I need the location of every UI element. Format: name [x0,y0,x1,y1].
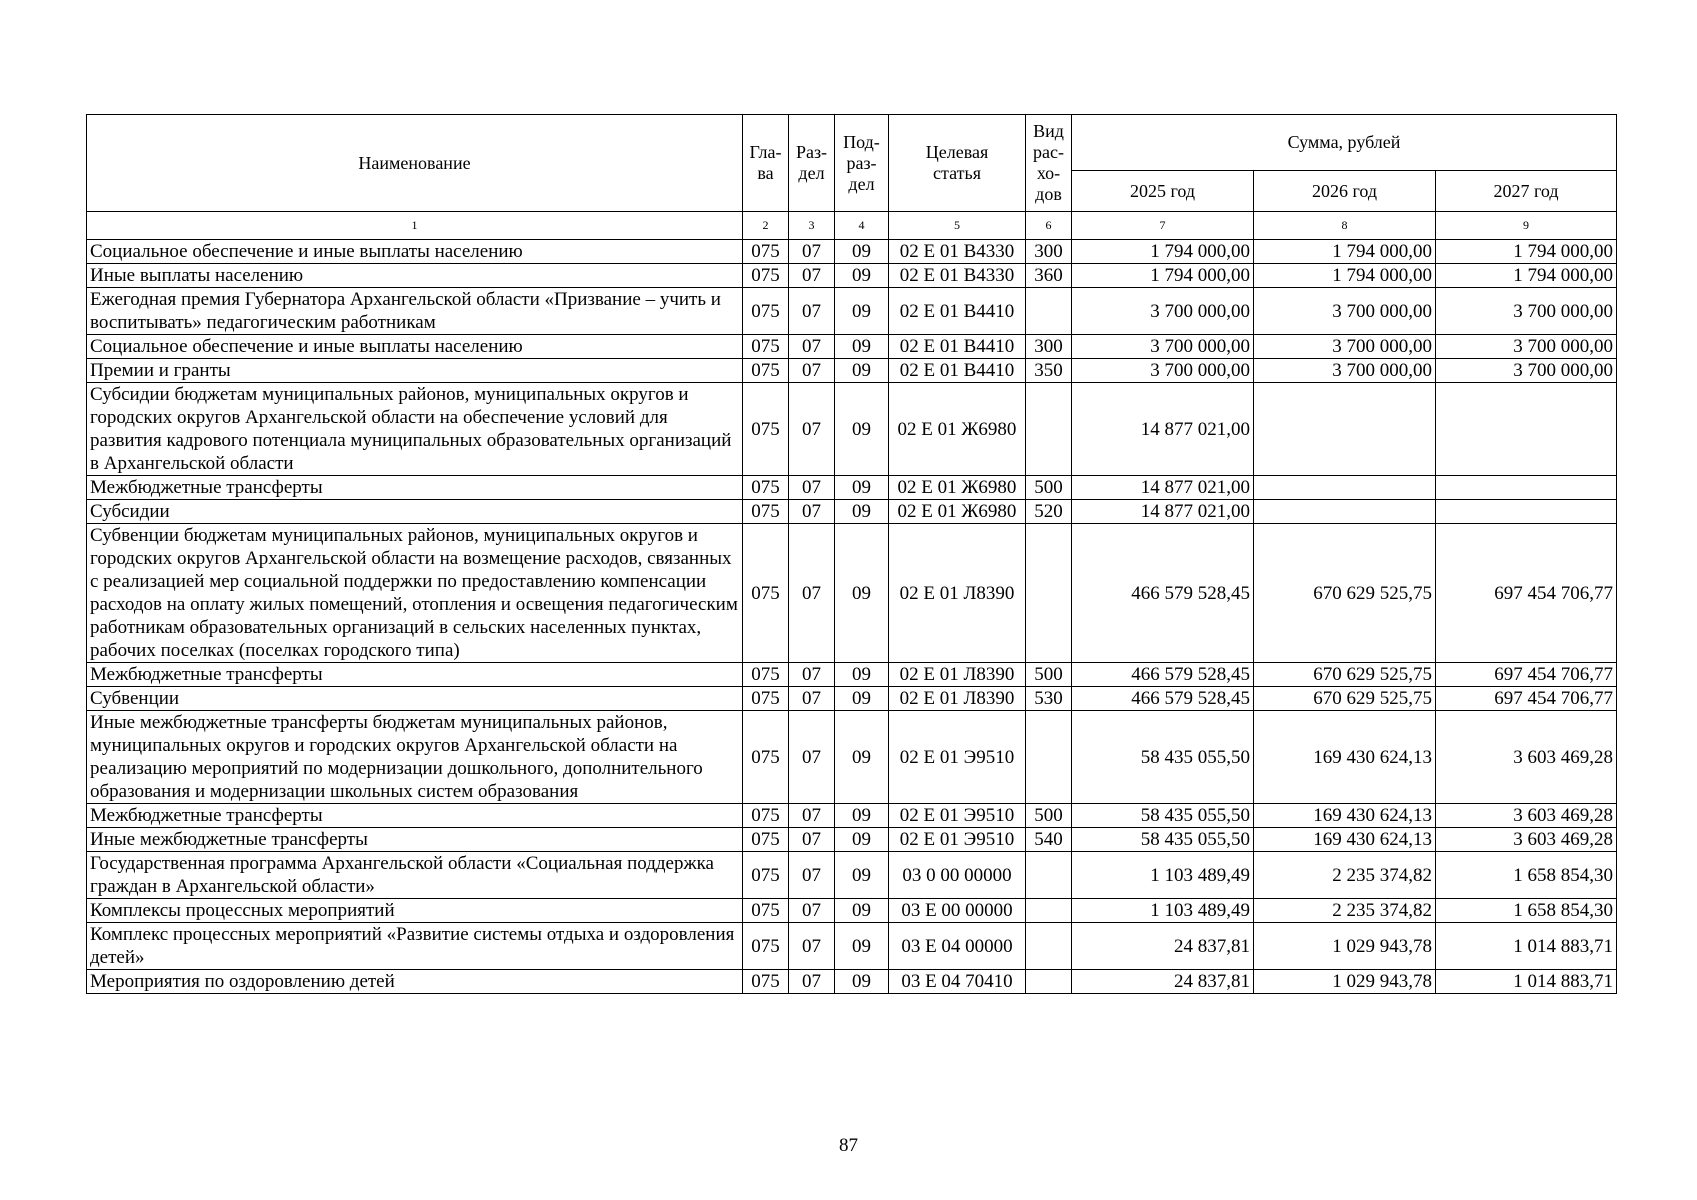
cell-sum-2025: 14 877 021,00 [1072,383,1254,476]
cell-target: 03 Е 04 00000 [889,923,1026,970]
cell-expense-type [1026,852,1072,899]
cell-target: 02 Е 01 Ж6980 [889,476,1026,500]
cell-name: Субвенции бюджетам муниципальных районов, муниципальных округов и городских округов Архангельской области на возмещение расходов, связанных с реализацией мер социальной поддержки по предоставлению компенсации расходов на оплату жилых помещений, отопления и освещения педагогическим работникам образовательных организаций в сельских населенных пунктах, рабочих поселках (поселках городского типа) [87,524,743,663]
cell-chapter: 075 [743,383,789,476]
table-row [87,804,1617,828]
cell-sum-2025: 466 579 528,45 [1072,663,1254,687]
cell-sum-2025: 58 435 055,50 [1072,828,1254,852]
cell-section: 07 [789,288,835,335]
cell-subsection: 09 [835,828,889,852]
cell-name: Комплексы процессных мероприятий [87,899,743,923]
cell-chapter: 075 [743,476,789,500]
table-row [87,500,1617,524]
cell-sum-2027 [1436,383,1617,476]
cell-expense-type: 530 [1026,687,1072,711]
cell-subsection: 09 [835,970,889,994]
cell-sum-2026: 3 700 000,00 [1254,359,1436,383]
cell-name: Государственная программа Архангельской области «Социальная поддержка граждан в Архангельской области» [87,852,743,899]
cell-expense-type: 360 [1026,264,1072,288]
cell-chapter: 075 [743,359,789,383]
cell-expense-type: 500 [1026,476,1072,500]
cell-expense-type: 300 [1026,240,1072,264]
cell-name: Социальное обеспечение и иные выплаты населению [87,240,743,264]
cell-expense-type: 520 [1026,500,1072,524]
cell-subsection: 09 [835,711,889,804]
table-row [87,687,1617,711]
cell-chapter: 075 [743,899,789,923]
col-number: 9 [1436,212,1617,240]
cell-sum-2026 [1254,383,1436,476]
cell-sum-2027: 3 603 469,28 [1436,804,1617,828]
table-row [87,359,1617,383]
table-row [87,711,1617,804]
cell-section: 07 [789,711,835,804]
cell-subsection: 09 [835,804,889,828]
header-chapter: Гла- ва [743,115,789,212]
header-year-2027: 2027 год [1436,171,1617,212]
cell-name: Ежегодная премия Губернатора Архангельской области «Призвание – учить и воспитывать» педагогическим работникам [87,288,743,335]
cell-sum-2025: 14 877 021,00 [1072,476,1254,500]
cell-sum-2026: 1 794 000,00 [1254,264,1436,288]
header-sum: Сумма, рублей [1072,115,1617,171]
col-number: 1 [87,212,743,240]
cell-subsection: 09 [835,288,889,335]
cell-target: 03 Е 00 00000 [889,899,1026,923]
cell-sum-2026: 1 794 000,00 [1254,240,1436,264]
cell-sum-2026: 169 430 624,13 [1254,711,1436,804]
cell-chapter: 075 [743,923,789,970]
cell-sum-2027 [1436,500,1617,524]
cell-target: 02 Е 01 В4330 [889,240,1026,264]
cell-chapter: 075 [743,524,789,663]
table-row [87,288,1617,335]
cell-expense-type: 540 [1026,828,1072,852]
cell-expense-type: 300 [1026,335,1072,359]
col-number: 4 [835,212,889,240]
cell-subsection: 09 [835,335,889,359]
cell-sum-2027: 1 014 883,71 [1436,923,1617,970]
table-row [87,899,1617,923]
header-name: Наименование [87,115,743,212]
cell-target: 02 Е 01 Л8390 [889,524,1026,663]
cell-subsection: 09 [835,923,889,970]
table-row [87,264,1617,288]
cell-section: 07 [789,804,835,828]
cell-sum-2026 [1254,476,1436,500]
cell-sum-2026: 670 629 525,75 [1254,687,1436,711]
col-number: 2 [743,212,789,240]
cell-target: 02 Е 01 Л8390 [889,687,1026,711]
cell-sum-2026: 1 029 943,78 [1254,970,1436,994]
cell-target: 02 Е 01 Э9510 [889,804,1026,828]
cell-expense-type [1026,524,1072,663]
cell-chapter: 075 [743,500,789,524]
cell-subsection: 09 [835,852,889,899]
table-row [87,663,1617,687]
cell-chapter: 075 [743,264,789,288]
cell-name: Межбюджетные трансферты [87,663,743,687]
cell-section: 07 [789,663,835,687]
cell-name: Субвенции [87,687,743,711]
cell-name: Субсидии бюджетам муниципальных районов, муниципальных округов и городских округов Архангельской области на обеспечение условий для развития кадрового потенциала муниципальных образовательных организаций в Архангельской области [87,383,743,476]
col-number: 7 [1072,212,1254,240]
cell-expense-type [1026,970,1072,994]
cell-sum-2026: 3 700 000,00 [1254,288,1436,335]
cell-sum-2025: 14 877 021,00 [1072,500,1254,524]
cell-expense-type: 350 [1026,359,1072,383]
cell-section: 07 [789,500,835,524]
table-row [87,524,1617,663]
cell-target: 02 Е 01 Э9510 [889,828,1026,852]
cell-expense-type [1026,899,1072,923]
cell-section: 07 [789,970,835,994]
cell-sum-2027: 1 794 000,00 [1436,240,1617,264]
cell-target: 02 Е 01 В4410 [889,359,1026,383]
cell-name: Иные выплаты населению [87,264,743,288]
cell-sum-2025: 1 794 000,00 [1072,240,1254,264]
cell-sum-2025: 3 700 000,00 [1072,335,1254,359]
cell-target: 02 Е 01 В4330 [889,264,1026,288]
budget-table [86,114,1617,994]
cell-section: 07 [789,335,835,359]
cell-target: 03 Е 04 70410 [889,970,1026,994]
cell-chapter: 075 [743,804,789,828]
cell-chapter: 075 [743,970,789,994]
cell-section: 07 [789,899,835,923]
cell-expense-type [1026,288,1072,335]
cell-subsection: 09 [835,500,889,524]
header-target: Целевая статья [889,115,1026,212]
cell-sum-2027 [1436,476,1617,500]
cell-chapter: 075 [743,663,789,687]
cell-section: 07 [789,828,835,852]
cell-subsection: 09 [835,687,889,711]
cell-subsection: 09 [835,240,889,264]
cell-expense-type: 500 [1026,804,1072,828]
cell-target: 02 Е 01 Л8390 [889,663,1026,687]
cell-chapter: 075 [743,288,789,335]
cell-section: 07 [789,476,835,500]
cell-section: 07 [789,852,835,899]
cell-sum-2027: 697 454 706,77 [1436,687,1617,711]
cell-chapter: 075 [743,711,789,804]
cell-expense-type [1026,383,1072,476]
cell-subsection: 09 [835,264,889,288]
cell-sum-2025: 1 103 489,49 [1072,852,1254,899]
cell-target: 02 Е 01 В4410 [889,288,1026,335]
cell-name: Премии и гранты [87,359,743,383]
cell-expense-type [1026,711,1072,804]
cell-subsection: 09 [835,663,889,687]
cell-sum-2026: 1 029 943,78 [1254,923,1436,970]
cell-sum-2025: 1 103 489,49 [1072,899,1254,923]
table-row [87,852,1617,899]
cell-sum-2027: 1 658 854,30 [1436,852,1617,899]
cell-chapter: 075 [743,335,789,359]
cell-sum-2027: 1 658 854,30 [1436,899,1617,923]
table-row [87,383,1617,476]
cell-sum-2025: 1 794 000,00 [1072,264,1254,288]
cell-subsection: 09 [835,524,889,663]
cell-name: Межбюджетные трансферты [87,804,743,828]
cell-sum-2026: 2 235 374,82 [1254,852,1436,899]
cell-target: 02 Е 01 В4410 [889,335,1026,359]
cell-section: 07 [789,524,835,663]
cell-sum-2026: 169 430 624,13 [1254,804,1436,828]
cell-name: Межбюджетные трансферты [87,476,743,500]
cell-chapter: 075 [743,828,789,852]
cell-chapter: 075 [743,687,789,711]
table-row [87,970,1617,994]
cell-sum-2025: 58 435 055,50 [1072,711,1254,804]
cell-sum-2027: 697 454 706,77 [1436,663,1617,687]
header-year-2025: 2025 год [1072,171,1254,212]
cell-sum-2025: 466 579 528,45 [1072,687,1254,711]
cell-sum-2026: 670 629 525,75 [1254,524,1436,663]
cell-sum-2025: 24 837,81 [1072,923,1254,970]
cell-chapter: 075 [743,852,789,899]
cell-name: Социальное обеспечение и иные выплаты населению [87,335,743,359]
cell-chapter: 075 [743,240,789,264]
table-row [87,335,1617,359]
cell-sum-2027: 697 454 706,77 [1436,524,1617,663]
cell-subsection: 09 [835,476,889,500]
col-number: 5 [889,212,1026,240]
cell-section: 07 [789,923,835,970]
header-year-2026: 2026 год [1254,171,1436,212]
cell-sum-2026: 3 700 000,00 [1254,335,1436,359]
page-number: 87 [839,1135,858,1156]
cell-sum-2027: 3 700 000,00 [1436,288,1617,335]
col-number: 3 [789,212,835,240]
cell-expense-type: 500 [1026,663,1072,687]
cell-target: 03 0 00 00000 [889,852,1026,899]
cell-sum-2026: 670 629 525,75 [1254,663,1436,687]
cell-expense-type [1026,923,1072,970]
cell-name: Иные межбюджетные трансферты [87,828,743,852]
cell-subsection: 09 [835,899,889,923]
table-body [87,240,1617,994]
cell-sum-2026 [1254,500,1436,524]
table-row [87,476,1617,500]
cell-name: Комплекс процессных мероприятий «Развитие системы отдыха и оздоровления детей» [87,923,743,970]
cell-sum-2025: 3 700 000,00 [1072,359,1254,383]
cell-section: 07 [789,687,835,711]
cell-sum-2025: 466 579 528,45 [1072,524,1254,663]
cell-section: 07 [789,359,835,383]
cell-sum-2026: 2 235 374,82 [1254,899,1436,923]
header-subsection: Под- раз- дел [835,115,889,212]
cell-subsection: 09 [835,383,889,476]
cell-sum-2027: 1 794 000,00 [1436,264,1617,288]
cell-name: Субсидии [87,500,743,524]
cell-sum-2027: 3 603 469,28 [1436,711,1617,804]
col-number: 8 [1254,212,1436,240]
cell-target: 02 Е 01 Ж6980 [889,500,1026,524]
header-expense-type: Вид рас- хо- дов [1026,115,1072,212]
table-row [87,923,1617,970]
cell-sum-2026: 169 430 624,13 [1254,828,1436,852]
cell-sum-2027: 3 603 469,28 [1436,828,1617,852]
cell-name: Мероприятия по оздоровлению детей [87,970,743,994]
cell-target: 02 Е 01 Э9510 [889,711,1026,804]
cell-sum-2025: 24 837,81 [1072,970,1254,994]
cell-sum-2027: 1 014 883,71 [1436,970,1617,994]
col-number: 6 [1026,212,1072,240]
cell-target: 02 Е 01 Ж6980 [889,383,1026,476]
cell-sum-2027: 3 700 000,00 [1436,359,1617,383]
cell-section: 07 [789,240,835,264]
cell-section: 07 [789,264,835,288]
cell-sum-2027: 3 700 000,00 [1436,335,1617,359]
cell-sum-2025: 3 700 000,00 [1072,288,1254,335]
table-row [87,240,1617,264]
cell-subsection: 09 [835,359,889,383]
cell-name: Иные межбюджетные трансферты бюджетам муниципальных районов, муниципальных округов и городских округов Архангельской области на реализацию мероприятий по модернизации дошкольного, дополнительного образования и модернизации школьных систем образования [87,711,743,804]
cell-section: 07 [789,383,835,476]
table-row [87,828,1617,852]
cell-sum-2025: 58 435 055,50 [1072,804,1254,828]
header-section: Раз- дел [789,115,835,212]
